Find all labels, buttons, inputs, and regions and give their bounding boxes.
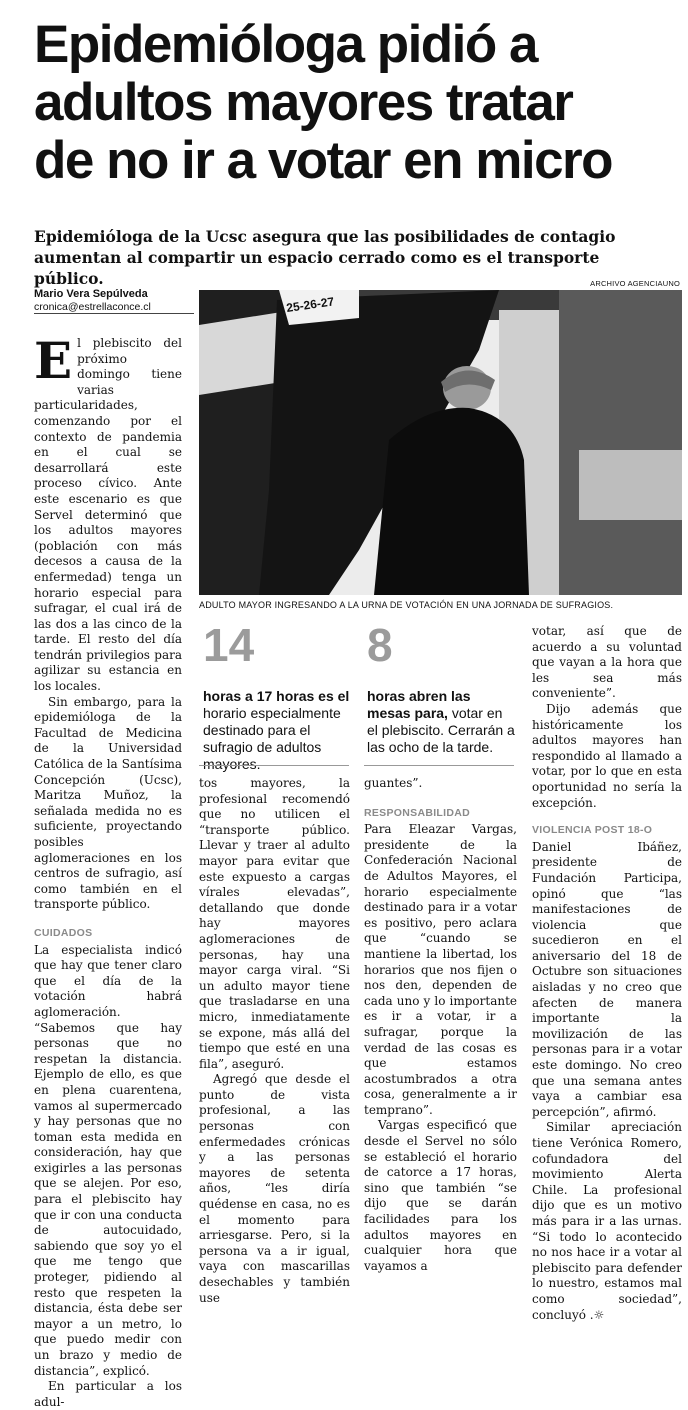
stat-text [203, 688, 363, 773]
byline [34, 288, 204, 313]
paragraph: Vargas especificó que desde el Servel no sólo se estableció el horario de catorce a 17 horas, sino que también “se dijo que se darán facilidades para los adultos mayores en cualquier hora que vayamos a [364, 1118, 517, 1273]
stat-number: 8 [367, 619, 393, 671]
stat-text-bold: horas a 17 horas es el [203, 688, 350, 704]
section-heading-cuidados: CUIDADOS [34, 926, 93, 939]
photo-credit: ARCHIVO AGENCIAUNO [590, 279, 680, 288]
stat-divider [364, 765, 514, 766]
paragraph [34, 331, 182, 695]
paragraph: En particular a los adul- [34, 1379, 182, 1409]
stat-box-1 [203, 620, 363, 773]
stat-box-2 [367, 620, 517, 756]
paragraph-text: l plebiscito del próximo domingo tiene varias particularidades, comenzando por el contexto de pandemia en el cual se desarrollará este proceso cívico. Ante este escenario es que Servel determinó que los adultos mayores (población con más decesos a causa de la enfermedad) tenga un horario especial para sufragar, el cual irá de las dos a las cinco de la tarde. El resto del día tendrán privilegios para agilizar su estancia en los locales. [34, 336, 182, 694]
headline-line-2: adultos mayores tratar [34, 73, 573, 132]
stat-text-rest: votar en el plebiscito. Cerrarán a las ocho de la tarde. [367, 705, 515, 755]
paragraph: Para Eleazar Vargas, presidente de la Confederación Nacional de Adultos Mayores, el horario especialmente destinado para ir a votar es positivo, pero aclara que “cuando se mantiene la libertad, los horarios que nos fijen o nos den, dependen de cada uno y lo importante es ir a votar, ir a sufragar, porque la verdad de las cosas es que estamos acostumbrados a otra cosa, generalmente a ir temprano”. [364, 822, 517, 1117]
headline-line-3: de no ir a votar en micro [34, 131, 613, 190]
column-4 [532, 624, 682, 1323]
paragraph: Sin embargo, para la epidemióloga de la Facultad de Medicina de la Universidad Católica de la Santísima Concepción (Ucsc), Maritza Muñoz, la señalada medida no es suficiente, proyectando posibles aglomeraciones en los centros de sufragio, así como también en el transporte público. [34, 694, 182, 912]
paragraph [532, 1120, 682, 1323]
stat-text [367, 688, 517, 756]
stat-divider [199, 765, 349, 766]
section-heading-responsabilidad: RESPONSABILIDAD [364, 806, 471, 819]
paragraph: La especialista indicó que hay que tener claro que el día de la votación habrá aglomeración. “Sabemos que hay personas que no respetan la distancia. Ejemplo de ello, es que en plena cuarentena, vamos al supermercado y hay personas que no toman esta medida en consideración, hay que exigirles a las personas que se alejen. Por eso, para el plebiscito hay que ir con una conducta de autocuidado, sabiendo que soy yo el que me tengo que proteger, pidiendo al resto que respeten la distancia, ésta debe ser mayor a un metro, lo que puedo medir con un brazo y medio de distancia”, explicó. [34, 942, 182, 1378]
drop-cap: E [34, 331, 73, 390]
headline-line-1: Epidemióloga pidió a [34, 15, 537, 74]
headline [34, 16, 684, 190]
paragraph: guantes”. [364, 776, 423, 790]
byline-author: Mario Vera Sepúlveda [34, 288, 148, 300]
paragraph: Agregó que desde el punto de vista profesional, a las personas con enfermedades crónicas y a las personas mayores de setenta años, “les diría quédense en casa, no es el momento para arriesgarse. Pero, si la persona va a ir igual, vaya con mascarillas desechables y también use [199, 1072, 350, 1305]
column-2 [199, 776, 350, 1306]
paragraph: Daniel Ibáñez, presidente de Fundación Participa, opinó que “las manifestaciones de violencia que sucedieron en el aniversario del 18 de Octubre son situaciones aisladas y no creo que afecten de manera importante la movilización de las personas para ir a votar este domingo. No creo que una semana antes vaya a cambiar esa percepción”, afirmó. [532, 839, 682, 1119]
column-1 [34, 331, 182, 1410]
end-mark-icon: ☼ [593, 1307, 605, 1322]
stat-number: 14 [203, 619, 255, 671]
news-photo [199, 290, 682, 595]
paragraph: Dijo además que históricamente los adultos mayores han respondido al llamado a votar, por lo que en esta oportunidad no sería la excepción. [532, 701, 682, 810]
byline-email[interactable]: cronica@estrellaconce.cl [34, 301, 151, 313]
paragraph-text: Similar apreciación tiene Verónica Romero, cofundadora del movimiento Alerta Chile. La profesional dijo que es un motivo más para ir a las urnas. “Si todo lo acontecido no nos hace ir a votar al plebiscito para defender lo nuestro, estamos mal como sociedad”, concluyó . [532, 1120, 682, 1322]
subhead: Epidemióloga de la Ucsc asegura que las posibilidades de contagio aumentan al compartir un espacio cerrado como es el transporte público. [34, 227, 616, 288]
paragraph: votar, así que de acuerdo a su voluntad que vayan a la hora que les sea más conveniente”. [532, 624, 682, 701]
section-heading-violencia: VIOLENCIA POST 18-O [532, 824, 653, 837]
booth-sign-text: 25-26-27 [285, 294, 335, 315]
stat-text-rest: horario especialmente destinado para el sufragio de adultos mayores. [203, 705, 341, 772]
paragraph: tos mayores, la profesional recomendó que no utilicen el “transporte público. Llevar y traer al adulto mayor para evitar que este expuesto a cargas vírales elevadas”, detallando que donde hay mayores aglomeraciones de personas, hay una mayor carga viral. “Si un adulto mayor tiene que trasladarse en una micro, inmediatamente se expone, más allá del tiempo que esté en una fila”, aseguró. [199, 776, 350, 1071]
stat-text-bold: horas abren las mesas para, [367, 688, 471, 721]
voting-booth-illustration [199, 290, 682, 595]
photo-caption: ADULTO MAYOR INGRESANDO A LA URNA DE VOTACIÓN EN UNA JORNADA DE SUFRAGIOS. [199, 600, 614, 610]
byline-divider [34, 313, 194, 314]
